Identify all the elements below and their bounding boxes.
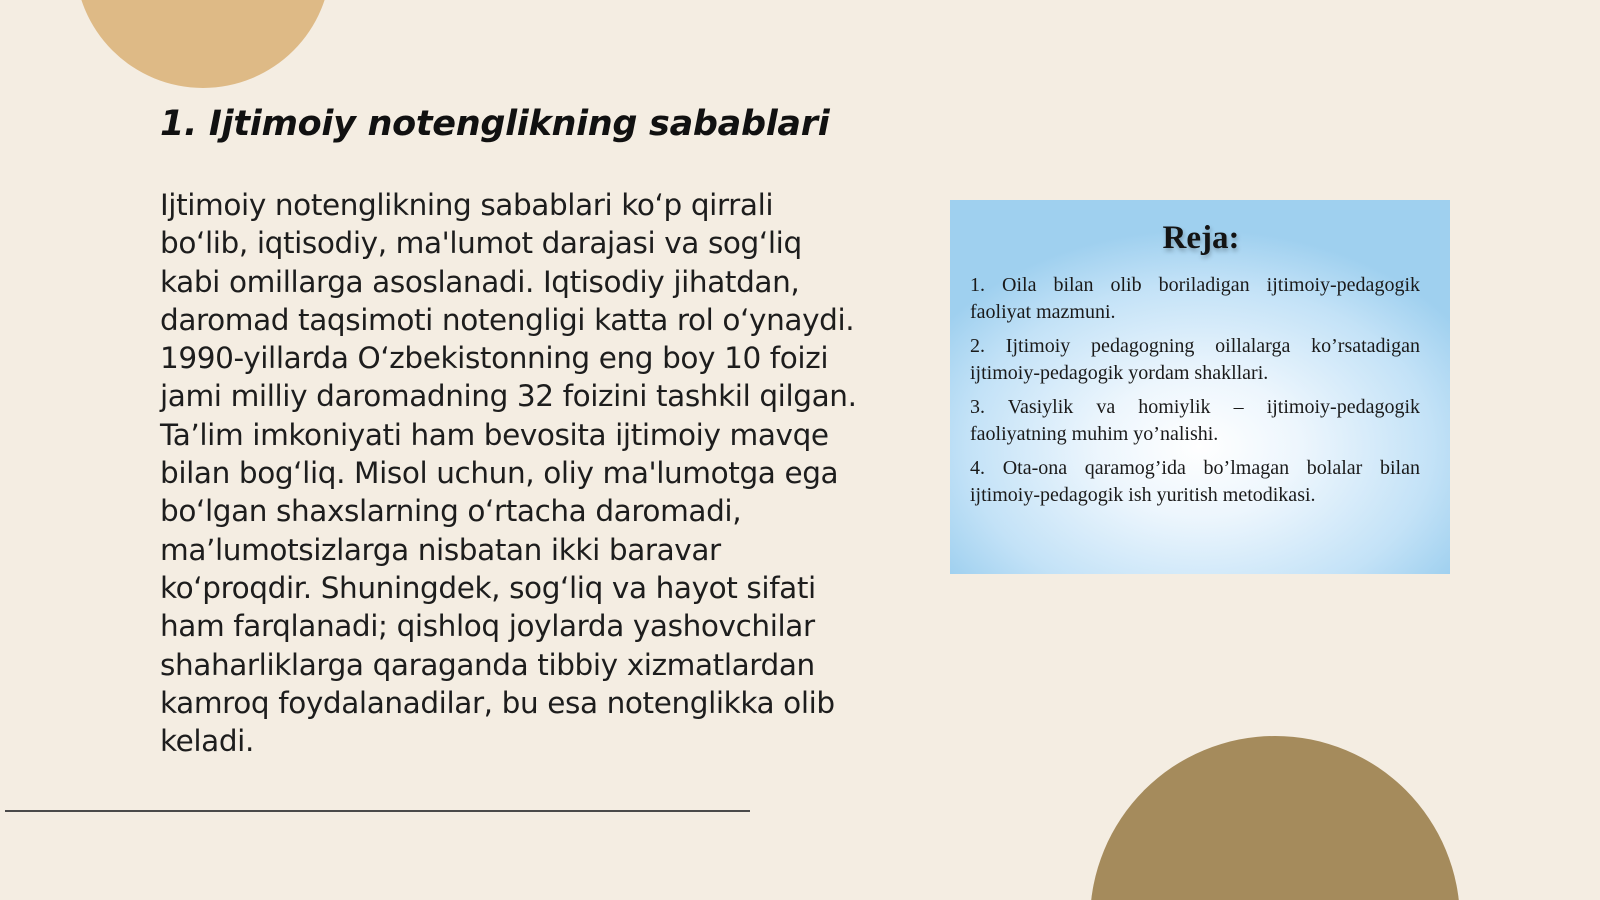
reja-item-2: 2. Ijtimoiy pedagogning oillalarga ko’rsatadigan ijtimoiy-pedagogik yordam shakllari. <box>970 335 1420 384</box>
decorative-circle-bottom <box>1090 736 1460 900</box>
reja-item-1: 1. Oila bilan olib boriladigan ijtimoiy-pedagogik faoliyat mazmuni. <box>970 274 1420 323</box>
divider-line <box>5 810 750 812</box>
reja-title: Reja: <box>1162 220 1240 256</box>
reja-item-3: 3. Vasiylik va homiylik – ijtimoiy-pedagogik faoliyatning muhim yo’nalishi. <box>970 396 1420 445</box>
decorative-circle-top <box>75 0 331 88</box>
reja-list <box>970 272 1420 509</box>
slide-body-text: Ijtimoiy notenglikning sabablari koʻp qirrali boʻlib, iqtisodiy, ma'lumot darajasi va sogʻliq kabi omillarga asoslanadi. Iqtisodiy jihatdan, daromad taqsimoti notengligi katta rol oʻynaydi. 1990-yillarda Oʻzbekistonning eng boy 10 foizi jami milliy daromadning 32 foizini tashkil qilgan. Taʼlim imkoniyati ham bevosita ijtimoiy mavqe bilan bogʻliq. Misol uchun, oliy ma'lumotga ega boʻlgan shaxslarning oʻrtacha daromadi, maʼlumotsizlarga nisbatan ikki baravar koʻproqdir. Shuningdek, sogʻliq va hayot sifati ham farqlanadi; qishloq joylarda yashovchilar shaharliklarga qaraganda tibbiy xizmatlardan kamroq foydalanadilar, bu esa notenglikka olib keladi. <box>160 188 857 759</box>
slide-title: 1. Ijtimoiy notenglikning sabablari <box>160 104 830 144</box>
reja-image-card <box>950 200 1450 574</box>
reja-item-4: 4. Ota-ona qaramog’ida bo’lmagan bolalar bilan ijtimoiy-pedagogik ish yuritish metodikasi. <box>970 457 1420 506</box>
